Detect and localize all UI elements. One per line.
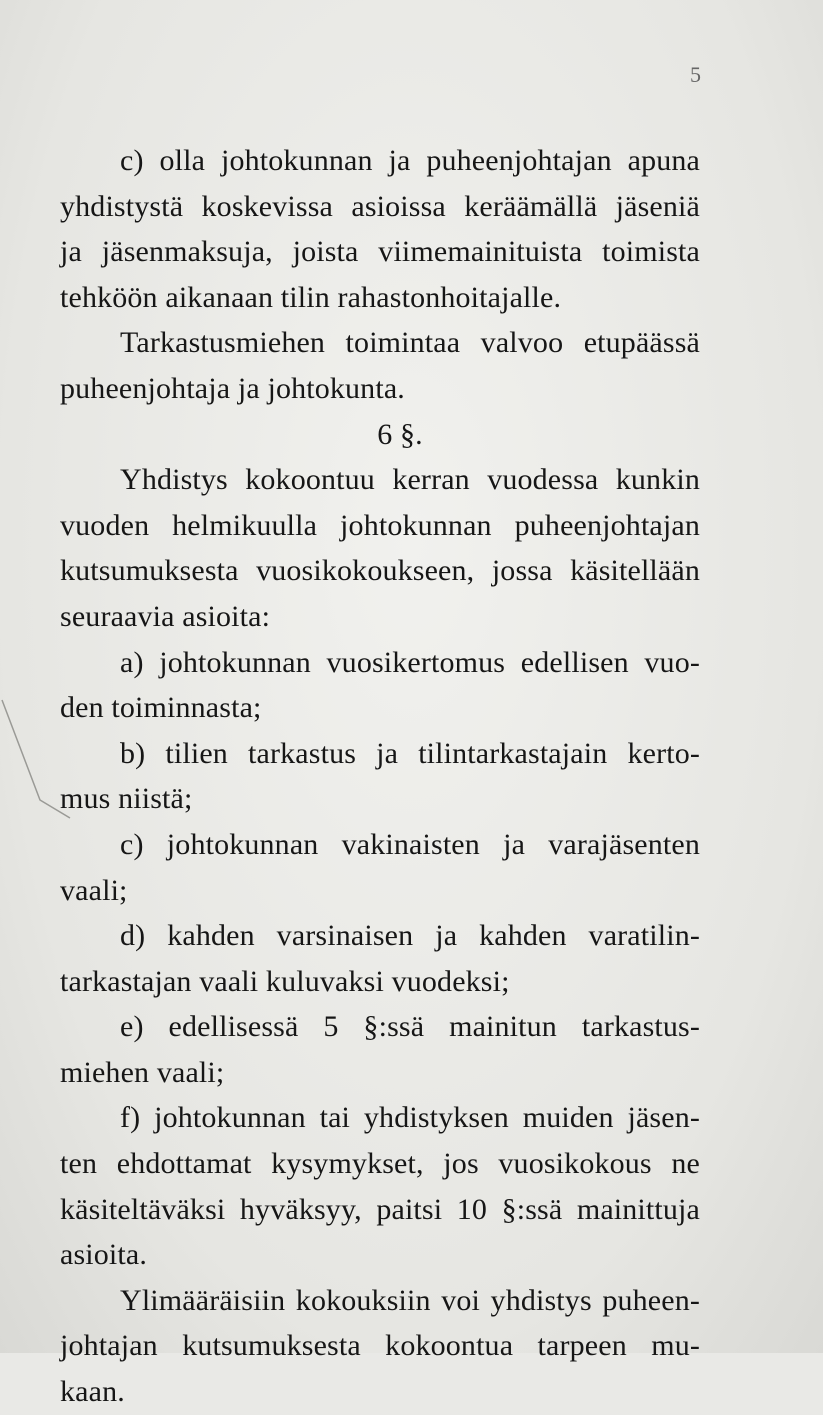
text-line: vuoden helmikuulla johtokunnan puheenjohtajan: [60, 508, 700, 542]
text-line: f) johtokunnan tai yhdistyksen muiden jäsen-: [120, 1101, 700, 1135]
text-line: a) johtokunnan vuosikertomus edellisen vuo-: [120, 645, 700, 679]
text-line: kaan.: [60, 1375, 125, 1409]
text-line: den toiminnasta;: [60, 691, 262, 725]
text-line: mus niistä;: [60, 782, 193, 816]
text-line: miehen vaali;: [60, 1055, 225, 1089]
text-line: Tarkastusmiehen toimintaa valvoo etupäässä: [120, 326, 700, 360]
text-line: yhdistystä koskevissa asioissa keräämällä jäseniä: [60, 189, 700, 223]
text-line: d) kahden varsinaisen ja kahden varatilin-: [120, 919, 700, 953]
text-line: asioita.: [60, 1238, 148, 1272]
text-line: c) olla johtokunnan ja puheenjohtajan apuna: [120, 144, 700, 177]
text-line: c) johtokunnan vakinaisten ja varajäsenten: [120, 827, 700, 861]
text-line: ten ehdottamat kysymykset, jos vuosikokous ne: [60, 1147, 700, 1181]
text-line: vaali;: [60, 873, 128, 907]
text-line: Yhdistys kokoontuu kerran vuodessa kunkin: [120, 463, 700, 497]
text-line: johtajan kutsumuksesta kokoontua tarpeen mu-: [60, 1329, 700, 1363]
text-line: tehköön aikanaan tilin rahastonhoitajalle.: [60, 280, 562, 314]
body-text: [60, 138, 700, 1415]
text-line: puheenjohtaja ja johtokunta.: [60, 371, 405, 405]
text-line: Ylimääräisiin kokouksiin voi yhdistys puheen-: [120, 1283, 700, 1317]
text-line: b) tilien tarkastus ja tilintarkastajain kerto-: [120, 736, 700, 770]
text-line: seuraavia asioita:: [60, 599, 271, 633]
text-line: e) edellisessä 5 §:ssä mainitun tarkastus-: [120, 1010, 700, 1044]
page-number: 5: [690, 62, 701, 87]
text-line: 6 §.: [377, 417, 423, 451]
text-line: ja jäsenmaksuja, joista viimemainituista toimista: [60, 235, 700, 269]
text-line: kutsumuksesta vuosikokoukseen, jossa käsitellään: [60, 554, 700, 588]
text-line: tarkastajan vaali kuluvaksi vuodeksi;: [60, 964, 510, 998]
text-line: käsiteltäväksi hyväksyy, paitsi 10 §:ssä mainittuja: [60, 1192, 700, 1226]
